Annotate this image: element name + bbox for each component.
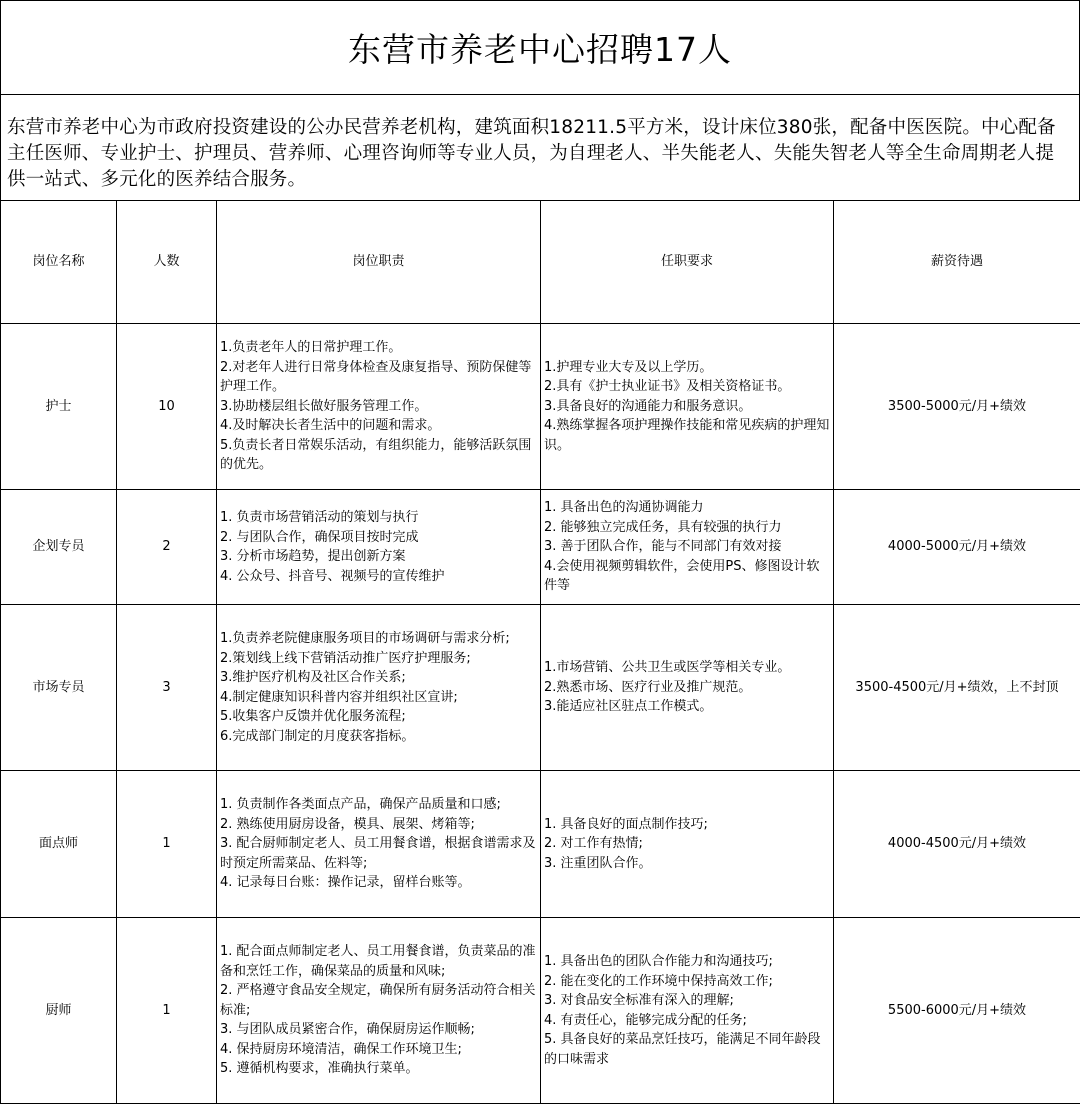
list-item: 6.完成部门制定的月度获客指标。 [220,727,538,747]
list-item: 3.维护医疗机构及社区合作关系; [220,668,538,688]
list-item: 2. 严格遵守食品安全规定，确保所有厨务活动符合相关标准; [220,981,538,1020]
list-item: 4.熟练掌握各项护理操作技能和常见疾病的护理知识。 [544,416,831,455]
list-item: 3.能适应社区驻点工作模式。 [544,697,831,717]
salary-cell: 3500-4500元/月+绩效，上不封顶 [834,605,1080,771]
list-item: 3. 配合厨师制定老人、员工用餐食谱，根据食谱需求及时预定所需菜品、佐料等; [220,834,538,873]
intro-paragraph: 东营市养老中心为市政府投资建设的公办民营养老机构，建筑面积18211.5平方米，设计床位380张，配备中医医院。中心配备主任医师、专业护士、护理员、营养师、心理咨询师等专业人员，为自理老人、半失能老人、失能失智老人等全生命周期老人提供一站式、多元化的医养结合服务。 [0,95,1080,201]
count-cell: 3 [117,605,217,771]
requirements-cell [541,490,834,605]
salary-cell: 4000-4500元/月+绩效 [834,771,1080,918]
list-item: 1.负责养老院健康服务项目的市场调研与需求分析; [220,629,538,649]
list-item: 3.具备良好的沟通能力和服务意识。 [544,397,831,417]
salary-cell: 5500-6000元/月+绩效 [834,918,1080,1104]
position-cell: 市场专员 [1,605,117,771]
position-cell: 企划专员 [1,490,117,605]
list-item: 3. 善于团队合作，能与不同部门有效对接 [544,537,831,557]
duties-cell [217,771,541,918]
jobs-table [0,200,1080,1104]
table-row [1,490,1080,605]
count-cell: 2 [117,490,217,605]
list-item: 1. 负责制作各类面点产品，确保产品质量和口感; [220,795,538,815]
requirements-cell [541,324,834,490]
list-item: 1. 具备出色的团队合作能力和沟通技巧; [544,952,831,972]
requirements-cell [541,605,834,771]
list-item: 3. 注重团队合作。 [544,854,831,874]
list-item: 5.收集客户反馈并优化服务流程; [220,707,538,727]
table-row [1,605,1080,771]
list-item: 4.会使用视频剪辑软件，会使用PS、修图设计软件等 [544,557,831,596]
list-item: 4. 保持厨房环境清洁，确保工作环境卫生; [220,1040,538,1060]
list-item: 5. 遵循机构要求，准确执行菜单。 [220,1059,538,1079]
table-row [1,324,1080,490]
list-item: 3. 分析市场趋势，提出创新方案 [220,547,538,567]
count-cell: 1 [117,918,217,1104]
list-item: 1. 具备出色的沟通协调能力 [544,498,831,518]
list-item: 2.对老年人进行日常身体检查及康复指导、预防保健等护理工作。 [220,358,538,397]
list-item: 2. 能在变化的工作环境中保持高效工作; [544,972,831,992]
list-item: 1. 配合面点师制定老人、员工用餐食谱，负责菜品的准备和烹饪工作，确保菜品的质量和风味; [220,942,538,981]
header-row [1,201,1080,324]
list-item: 4. 公众号、抖音号、视频号的宣传维护 [220,567,538,587]
salary-cell: 3500-5000元/月+绩效 [834,324,1080,490]
count-cell: 10 [117,324,217,490]
list-item: 1.市场营销、公共卫生或医学等相关专业。 [544,658,831,678]
list-item: 4.及时解决长者生活中的问题和需求。 [220,416,538,436]
list-item: 2.熟悉市场、医疗行业及推广规范。 [544,678,831,698]
header-duties: 岗位职责 [217,201,541,324]
position-cell: 面点师 [1,771,117,918]
requirements-cell [541,918,834,1104]
list-item: 1.负责老年人的日常护理工作。 [220,338,538,358]
list-item: 2.具有《护士执业证书》及相关资格证书。 [544,377,831,397]
header-count: 人数 [117,201,217,324]
list-item: 5. 具备良好的菜品烹饪技巧，能满足不同年龄段的口味需求 [544,1030,831,1069]
list-item: 5.负责长者日常娱乐活动，有组织能力，能够活跃氛围的优先。 [220,436,538,475]
duties-cell [217,605,541,771]
list-item: 4. 记录每日台账：操作记录，留样台账等。 [220,873,538,893]
list-item: 2. 与团队合作，确保项目按时完成 [220,528,538,548]
salary-cell: 4000-5000元/月+绩效 [834,490,1080,605]
header-position: 岗位名称 [1,201,117,324]
page-title: 东营市养老中心招聘17人 [0,0,1080,95]
duties-cell [217,324,541,490]
list-item: 1.护理专业大专及以上学历。 [544,358,831,378]
list-item: 2. 熟练使用厨房设备，模具、展架、烤箱等; [220,815,538,835]
position-cell: 护士 [1,324,117,490]
list-item: 1. 具备良好的面点制作技巧; [544,815,831,835]
list-item: 4.制定健康知识科普内容并组织社区宣讲; [220,688,538,708]
list-item: 2. 能够独立完成任务，具有较强的执行力 [544,518,831,538]
header-salary: 薪资待遇 [834,201,1080,324]
duties-cell [217,918,541,1104]
requirements-cell [541,771,834,918]
header-requirements: 任职要求 [541,201,834,324]
position-cell: 厨师 [1,918,117,1104]
list-item: 2.策划线上线下营销活动推广医疗护理服务; [220,649,538,669]
list-item: 4. 有责任心，能够完成分配的任务; [544,1011,831,1031]
count-cell: 1 [117,771,217,918]
table-row [1,771,1080,918]
list-item: 3. 对食品安全标准有深入的理解; [544,991,831,1011]
table-row [1,918,1080,1104]
list-item: 3. 与团队成员紧密合作，确保厨房运作顺畅; [220,1020,538,1040]
duties-cell [217,490,541,605]
list-item: 1. 负责市场营销活动的策划与执行 [220,508,538,528]
list-item: 3.协助楼层组长做好服务管理工作。 [220,397,538,417]
list-item: 2. 对工作有热情; [544,834,831,854]
